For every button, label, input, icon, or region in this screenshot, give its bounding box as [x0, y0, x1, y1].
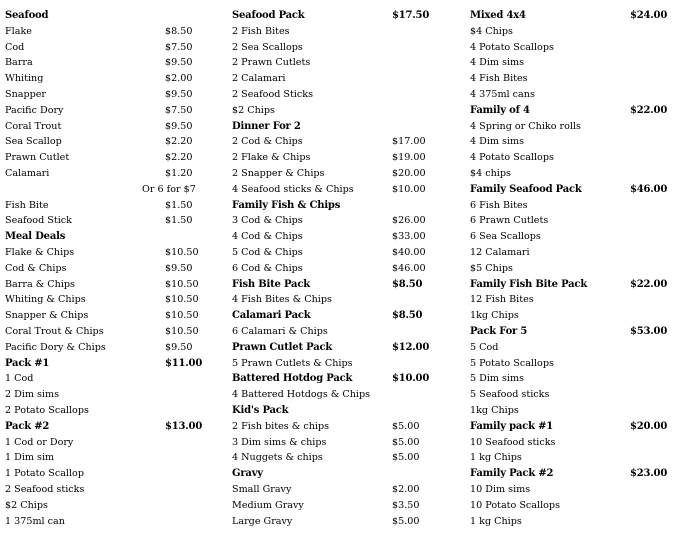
item-label: Calamari [5, 167, 50, 179]
menu-item [232, 387, 432, 403]
item-label: Medium Gravy [232, 499, 304, 511]
menu-item [232, 166, 432, 182]
item-price: $5.00 [392, 420, 420, 432]
item-price: $19.00 [392, 152, 426, 164]
item-label: Fish Bite [5, 199, 49, 211]
menu-item [232, 261, 432, 277]
item-price: $3.50 [392, 499, 420, 511]
item-label: Cod & Chips [5, 262, 67, 274]
item-price: $17.50 [392, 10, 430, 21]
menu-item [232, 245, 432, 261]
menu-item [470, 166, 670, 182]
menu-item [5, 450, 200, 466]
menu-column-2 [232, 8, 432, 529]
item-label: Pack #1 [5, 357, 50, 369]
menu-item [232, 213, 432, 229]
menu-section-heading [232, 8, 432, 24]
item-price: $7.50 [165, 41, 193, 53]
item-label: 4 Fish Bites [470, 73, 528, 85]
menu-item [232, 498, 432, 514]
item-price: $8.50 [392, 278, 423, 290]
menu-item [470, 229, 670, 245]
menu-item [232, 292, 432, 308]
item-price: $24.00 [630, 10, 668, 21]
item-label: 4 375ml cans [470, 88, 535, 100]
item-price: $9.50 [165, 341, 193, 353]
item-label: 1 375ml can [5, 515, 65, 527]
item-price: $1.50 [165, 215, 193, 227]
menu-item [5, 182, 200, 198]
item-label: Coral Trout [5, 120, 62, 132]
item-label: Pack #2 [5, 420, 50, 432]
menu-item [232, 229, 432, 245]
item-label: Battered Hotdog Pack [232, 373, 353, 385]
menu-item [470, 261, 670, 277]
menu-item [5, 324, 200, 340]
item-price: $1.20 [165, 167, 193, 179]
item-label: 5 Seafood sticks [470, 389, 550, 401]
menu-item [470, 55, 670, 71]
item-label: Pacific Dory & Chips [5, 341, 106, 353]
item-label: $4 chips [470, 167, 511, 179]
menu-item [470, 371, 670, 387]
item-label: 2 Prawn Cutlets [232, 57, 311, 69]
item-label: 1 Cod [5, 373, 34, 385]
menu-item [470, 356, 670, 372]
menu-column-1 [5, 8, 203, 529]
item-label: 4 Spring or Chiko rolls [470, 120, 581, 132]
menu-item [232, 55, 432, 71]
item-label: 1 kg Chips [470, 515, 522, 527]
item-label: 3 Cod & Chips [232, 215, 303, 227]
menu-item [470, 403, 670, 419]
menu-section-heading [470, 103, 670, 119]
item-price: $10.50 [165, 294, 199, 306]
item-price: $17.00 [392, 136, 426, 148]
item-price: $46.00 [392, 262, 426, 274]
item-label: 1 Cod or Dory [5, 436, 74, 448]
menu-item [5, 371, 200, 387]
menu-item [232, 71, 432, 87]
menu-item [470, 87, 670, 103]
menu-item [470, 450, 670, 466]
menu-item [5, 482, 200, 498]
menu-item [470, 71, 670, 87]
item-price: $2.20 [165, 136, 193, 148]
item-label: Calamari Pack [232, 310, 311, 322]
menu-section-heading [470, 324, 670, 340]
menu-item [232, 324, 432, 340]
item-price: $8.50 [392, 310, 423, 322]
item-price: $23.00 [630, 468, 668, 480]
menu-item [5, 24, 200, 40]
item-label: Barra & Chips [5, 278, 75, 290]
menu-item [470, 245, 670, 261]
item-label: 10 Seafood sticks [470, 436, 556, 448]
item-label: 4 Nuggets & chips [232, 452, 323, 464]
item-label: Coral Trout & Chips [5, 325, 104, 337]
item-label: 2 Fish Bites [232, 25, 290, 37]
menu-section-heading [470, 277, 670, 293]
item-price: $13.00 [165, 420, 203, 432]
item-price: $2.00 [392, 483, 420, 495]
item-label: Family Seafood Pack [470, 183, 582, 195]
menu-item [5, 498, 200, 514]
item-label: Family Pack #2 [470, 468, 554, 480]
menu-item [470, 514, 670, 530]
item-label: 2 Fish bites & chips [232, 420, 330, 432]
item-price: $2.00 [165, 73, 193, 85]
item-label: 6 Fish Bites [470, 199, 528, 211]
menu-section-heading [470, 419, 670, 435]
menu-item [232, 182, 432, 198]
item-price: Or 6 for $7 [142, 183, 196, 195]
item-label: Kid's Pack [232, 404, 289, 416]
menu-item [470, 198, 670, 214]
item-label: Whiting & Chips [5, 294, 86, 306]
item-price: $20.00 [630, 420, 668, 432]
menu-item [5, 514, 200, 530]
item-label: 4 Potato Scallops [470, 152, 554, 164]
item-label: Prawn Cutlet Pack [232, 341, 333, 353]
menu-item [5, 387, 200, 403]
menu-item [5, 466, 200, 482]
item-label: Snapper & Chips [5, 310, 89, 322]
menu-section-heading [232, 119, 432, 135]
item-label: 6 Cod & Chips [232, 262, 303, 274]
item-label: $5 Chips [470, 262, 513, 274]
item-label: 4 Battered Hotdogs & Chips [232, 389, 371, 401]
item-label: Snapper [5, 88, 47, 100]
menu-item [232, 150, 432, 166]
menu-item [232, 103, 432, 119]
item-label: 3 Dim sims & chips [232, 436, 327, 448]
item-price: $2.20 [165, 152, 193, 164]
item-label: Sea Scallop [5, 136, 62, 148]
item-price: $5.00 [392, 452, 420, 464]
item-price: $5.00 [392, 436, 420, 448]
item-label: 12 Fish Bites [470, 294, 534, 306]
menu-column-3 [470, 8, 670, 529]
item-price: $33.00 [392, 231, 426, 243]
menu-item [470, 213, 670, 229]
menu-section-heading [5, 229, 200, 245]
item-label: $2 Chips [5, 499, 48, 511]
menu-item [232, 134, 432, 150]
menu-item [5, 119, 200, 135]
menu-item [470, 482, 670, 498]
item-price: $9.50 [165, 120, 193, 132]
item-label: Whiting [5, 73, 44, 85]
item-label: 5 Cod & Chips [232, 246, 303, 258]
menu-item [470, 134, 670, 150]
item-label: 5 Prawn Cutlets & Chips [232, 357, 353, 369]
item-label: Family Fish & Chips [232, 199, 341, 211]
item-price: $10.50 [165, 310, 199, 322]
menu-item [232, 24, 432, 40]
item-price: $9.50 [165, 88, 193, 100]
item-price: $10.50 [165, 325, 199, 337]
menu-item [470, 150, 670, 166]
menu-item [5, 40, 200, 56]
item-price: $11.00 [165, 357, 203, 369]
item-label: 4 Potato Scallops [470, 41, 554, 53]
item-label: Meal Deals [5, 231, 66, 243]
item-label: Large Gravy [232, 515, 293, 527]
item-label: 1kg Chips [470, 310, 519, 322]
item-label: 2 Dim sims [5, 389, 60, 401]
menu-section-heading [470, 182, 670, 198]
item-label: $4 Chips [470, 25, 513, 37]
menu-item [5, 435, 200, 451]
item-price: $9.50 [165, 262, 193, 274]
item-label: 12 Calamari [470, 246, 530, 258]
menu-item [232, 40, 432, 56]
item-label: Family Fish Bite Pack [470, 278, 588, 290]
item-label: Gravy [232, 468, 263, 480]
item-price: $8.50 [165, 25, 193, 37]
menu-item [5, 308, 200, 324]
item-label: Seafood Stick [5, 215, 72, 227]
item-label: Pacific Dory [5, 104, 64, 116]
menu-section-heading [232, 466, 432, 482]
item-label: Family of 4 [470, 104, 530, 116]
item-label: 2 Seafood Sticks [232, 88, 314, 100]
item-price: $10.50 [165, 278, 199, 290]
menu-item [5, 166, 200, 182]
menu-item [5, 55, 200, 71]
item-label: 10 Dim sims [470, 483, 531, 495]
menu-section-heading [232, 277, 432, 293]
menu-item [232, 356, 432, 372]
item-price: $5.00 [392, 515, 420, 527]
menu-item [5, 213, 200, 229]
menu-item [232, 450, 432, 466]
menu-item [470, 308, 670, 324]
menu-section-heading [5, 8, 200, 24]
item-label: 4 Seafood sticks & Chips [232, 183, 354, 195]
item-label: Dinner For 2 [232, 120, 301, 132]
item-price: $10.00 [392, 183, 426, 195]
item-label: 1 kg Chips [470, 452, 522, 464]
item-label: Pack For 5 [470, 325, 528, 337]
item-price: $40.00 [392, 246, 426, 258]
item-label: Barra [5, 57, 33, 69]
menu-item [470, 435, 670, 451]
item-price: $53.00 [630, 325, 668, 337]
menu-item [5, 403, 200, 419]
menu-section-heading [5, 419, 203, 435]
item-price: $26.00 [392, 215, 426, 227]
menu-item [5, 150, 200, 166]
item-label: 1 Potato Scallop [5, 468, 84, 480]
item-label: 1 Dim sim [5, 452, 55, 464]
menu-item [5, 134, 200, 150]
menu-section-heading [232, 308, 432, 324]
item-label: Flake & Chips [5, 246, 75, 258]
item-label: 2 Snapper & Chips [232, 167, 325, 179]
item-label: 5 Potato Scallops [470, 357, 554, 369]
item-price: $20.00 [392, 167, 426, 179]
item-label: 2 Flake & Chips [232, 152, 311, 164]
item-label: Flake [5, 25, 32, 37]
menu-item [5, 292, 200, 308]
menu-item [5, 103, 200, 119]
item-label: 2 Seafood sticks [5, 483, 85, 495]
menu-item [232, 482, 432, 498]
item-label: 4 Fish Bites & Chips [232, 294, 332, 306]
item-label: Mixed 4x4 [470, 10, 526, 21]
item-label: Cod [5, 41, 25, 53]
menu-section-heading [232, 371, 432, 387]
item-label: 6 Calamari & Chips [232, 325, 328, 337]
item-label: Fish Bite Pack [232, 278, 310, 290]
item-label: Small Gravy [232, 483, 292, 495]
menu-item [5, 245, 200, 261]
menu-item [470, 24, 670, 40]
item-label: Family pack #1 [470, 420, 554, 432]
item-label: 2 Sea Scallops [232, 41, 303, 53]
item-price: $10.50 [165, 246, 199, 258]
item-price: $12.00 [392, 341, 430, 353]
menu-section-heading [232, 340, 432, 356]
item-price: $22.00 [630, 278, 668, 290]
menu-item [5, 87, 200, 103]
menu-item [470, 498, 670, 514]
item-price: $10.00 [392, 373, 430, 385]
menu-item [5, 277, 200, 293]
menu-item [5, 71, 200, 87]
menu-item [470, 119, 670, 135]
item-label: 4 Dim sims [470, 57, 525, 69]
item-label: Seafood Pack [232, 10, 305, 21]
item-label: 1kg Chips [470, 404, 519, 416]
menu-section-heading [232, 198, 432, 214]
menu-item [5, 261, 200, 277]
item-label: 5 Dim sims [470, 373, 525, 385]
menu-item [5, 198, 200, 214]
menu-item [232, 435, 432, 451]
item-label: 2 Potato Scallops [5, 404, 89, 416]
menu-item [470, 387, 670, 403]
menu-item [470, 292, 670, 308]
item-label: 6 Prawn Cutlets [470, 215, 549, 227]
item-price: $7.50 [165, 104, 193, 116]
item-label: Prawn Cutlet [5, 152, 70, 164]
item-price: $46.00 [630, 183, 668, 195]
menu-item [470, 340, 670, 356]
item-label: Seafood [5, 10, 49, 21]
menu-item [5, 340, 200, 356]
item-price: $22.00 [630, 104, 668, 116]
menu-section-heading [470, 466, 670, 482]
item-label: 4 Dim sims [470, 136, 525, 148]
menu-item [232, 514, 432, 530]
item-label: 10 Potato Scallops [470, 499, 560, 511]
item-label: $2 Chips [232, 104, 275, 116]
menu-item [470, 40, 670, 56]
menu-section-heading [470, 8, 670, 24]
item-price: $9.50 [165, 57, 193, 69]
menu-section-heading [232, 403, 432, 419]
menu-item [232, 87, 432, 103]
item-label: 6 Sea Scallops [470, 231, 541, 243]
item-price: $1.50 [165, 199, 193, 211]
item-label: 2 Calamari [232, 73, 286, 85]
menu-section-heading [5, 356, 203, 372]
item-label: 4 Cod & Chips [232, 231, 303, 243]
menu-item [232, 419, 432, 435]
item-label: 2 Cod & Chips [232, 136, 303, 148]
item-label: 5 Cod [470, 341, 499, 353]
